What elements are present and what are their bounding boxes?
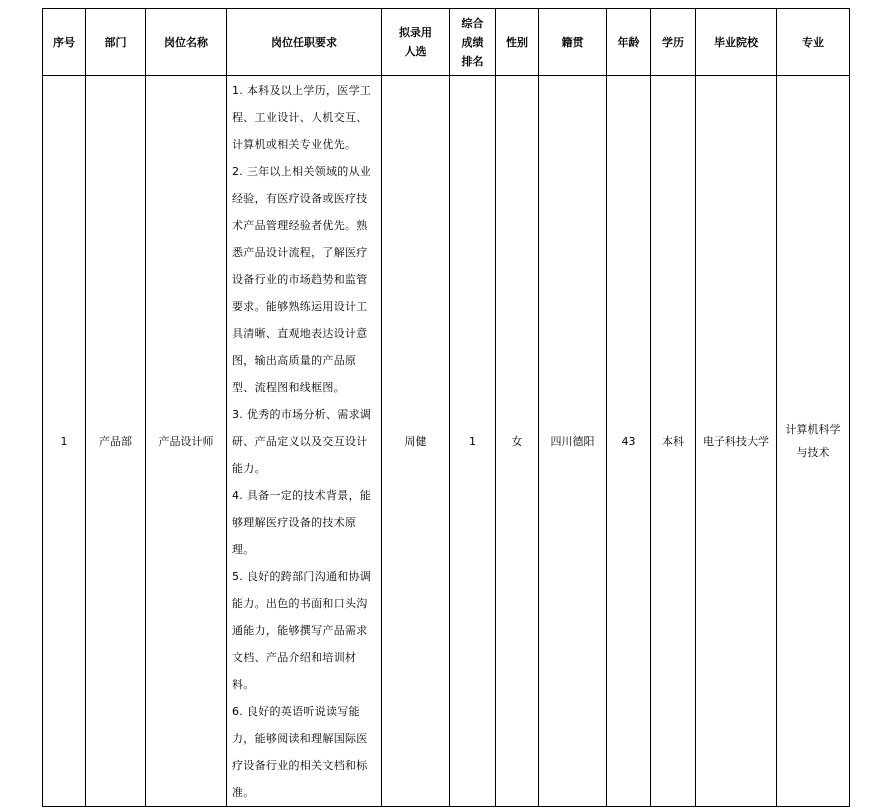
cell-candidate: 周健 xyxy=(382,76,450,807)
header-score-rank: 综合成绩排名 xyxy=(450,9,496,76)
header-candidate: 拟录用人选 xyxy=(382,9,450,76)
cell-gender: 女 xyxy=(496,76,539,807)
cell-position: 产品设计师 xyxy=(146,76,227,807)
requirement-item: 4. 具备一定的技术背景，能够理解医疗设备的技术原理。 xyxy=(232,489,372,556)
header-major: 专业 xyxy=(777,9,850,76)
header-school: 毕业院校 xyxy=(696,9,777,76)
cell-dept: 产品部 xyxy=(86,76,146,807)
cell-seq: 1 xyxy=(43,76,86,807)
header-dept: 部门 xyxy=(86,9,146,76)
cell-origin: 四川德阳 xyxy=(539,76,607,807)
cell-school: 电子科技大学 xyxy=(696,76,777,807)
cell-score-rank: 1 xyxy=(450,76,496,807)
header-gender: 性别 xyxy=(496,9,539,76)
requirement-item: 1. 本科及以上学历，医学工程、工业设计、人机交互、计算机或相关专业优先。 xyxy=(232,84,372,151)
cell-education: 本科 xyxy=(651,76,696,807)
requirement-item: 5. 良好的跨部门沟通和协调能力。出色的书面和口头沟通能力，能够撰写产品需求文档、产品介绍和培训材料。 xyxy=(232,570,372,691)
cell-major: 计算机科学与技术 xyxy=(777,76,850,807)
requirement-item: 2. 三年以上相关领域的从业经验，有医疗设备或医疗技术产品管理经验者优先。熟悉产品设计流程，了解医疗设备行业的市场趋势和监管要求。能够熟练运用设计工具清晰、直观地表达设计意图，输出高质量的产品原型、流程图和线框图。 xyxy=(232,165,372,394)
recruitment-table xyxy=(42,8,850,807)
cell-requirements xyxy=(227,76,382,807)
requirement-item: 6. 良好的英语听说读写能力，能够阅读和理解国际医疗设备行业的相关文档和标准。 xyxy=(232,705,368,799)
header-education: 学历 xyxy=(651,9,696,76)
cell-age: 43 xyxy=(607,76,651,807)
requirement-item: 3. 优秀的市场分析、需求调研、产品定义以及交互设计能力。 xyxy=(232,408,372,475)
header-seq: 序号 xyxy=(43,9,86,76)
header-position: 岗位名称 xyxy=(146,9,227,76)
header-origin: 籍贯 xyxy=(539,9,607,76)
header-requirements: 岗位任职要求 xyxy=(227,9,382,76)
header-row xyxy=(43,9,850,76)
header-age: 年龄 xyxy=(607,9,651,76)
table-row xyxy=(43,76,850,807)
